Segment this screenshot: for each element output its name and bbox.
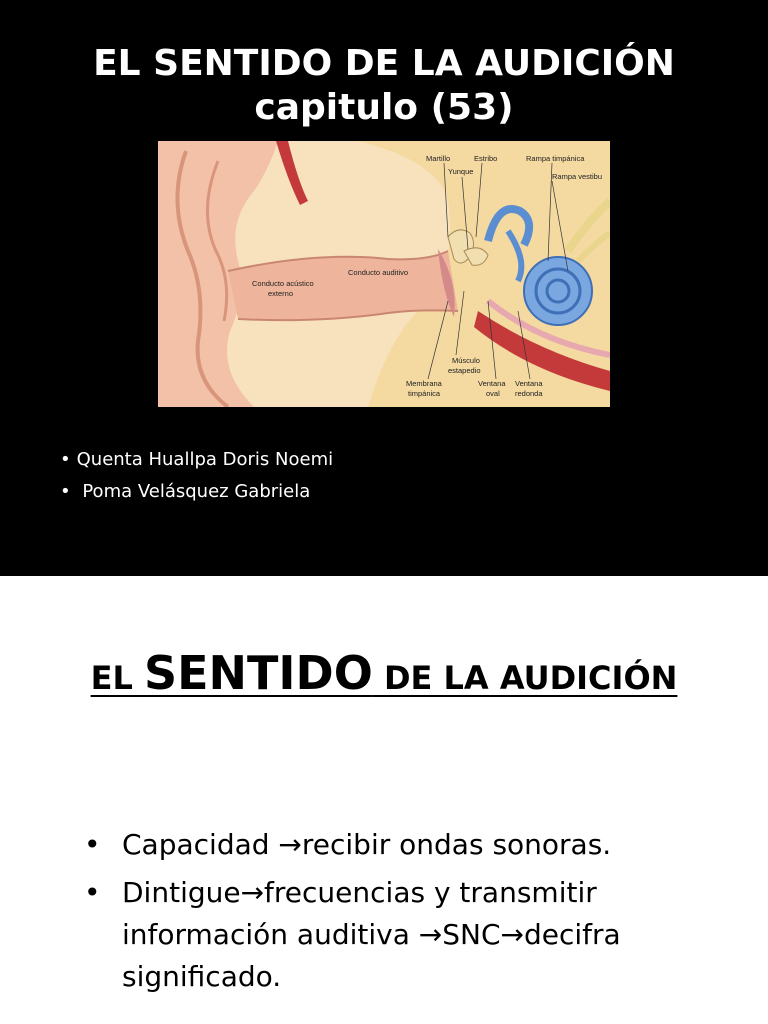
bullet-item: • Dintigue→frecuencias y transmitir información auditiva →SNC→decifra significado. bbox=[84, 872, 704, 998]
label-oval: oval bbox=[486, 389, 500, 398]
label-musculo: Músculo bbox=[452, 356, 480, 365]
label-estapedio: estapedio bbox=[448, 366, 481, 375]
title-part-2: SENTIDO bbox=[143, 646, 373, 700]
label-conducto-acustico: Conducto acústico bbox=[252, 279, 314, 288]
title-part-1: EL bbox=[90, 659, 144, 697]
label-timpanica: timpánica bbox=[408, 389, 441, 398]
label-estribo: Estribo bbox=[474, 154, 498, 163]
bullet-list bbox=[84, 824, 704, 1004]
title-part-3: DE LA AUDICIÓN bbox=[372, 659, 678, 697]
label-membrana: Membrana bbox=[406, 379, 442, 388]
label-ventana-redonda: Ventana bbox=[515, 379, 543, 388]
label-ventana-oval: Ventana bbox=[478, 379, 506, 388]
label-martillo: Martillo bbox=[426, 154, 451, 163]
title-line-1: EL SENTIDO DE LA AUDICIÓN bbox=[93, 43, 675, 84]
slide-title-heading bbox=[0, 42, 768, 130]
label-rampa-vestibular: Rampa vestibu bbox=[552, 172, 603, 181]
label-conducto-auditivo: Conducto auditivo bbox=[348, 268, 409, 277]
slide-content-heading bbox=[0, 646, 768, 700]
authors-list bbox=[60, 444, 333, 508]
author-item: • Quenta Huallpa Doris Noemi bbox=[60, 444, 333, 476]
author-item: • Poma Velásquez Gabriela bbox=[60, 476, 333, 508]
ear-anatomy-illustration bbox=[158, 141, 610, 407]
bullet-item: • Capacidad →recibir ondas sonoras. bbox=[84, 824, 704, 866]
label-conducto-acustico-externo: externo bbox=[268, 289, 294, 298]
label-rampa-timpanica: Rampa timpánica bbox=[526, 154, 585, 163]
label-yunque: Yunque bbox=[448, 167, 474, 176]
label-redonda: redonda bbox=[515, 389, 543, 398]
slide-content bbox=[0, 576, 768, 1024]
ear-anatomy-figure bbox=[158, 141, 610, 407]
title-line-2: capitulo (53) bbox=[254, 87, 514, 128]
